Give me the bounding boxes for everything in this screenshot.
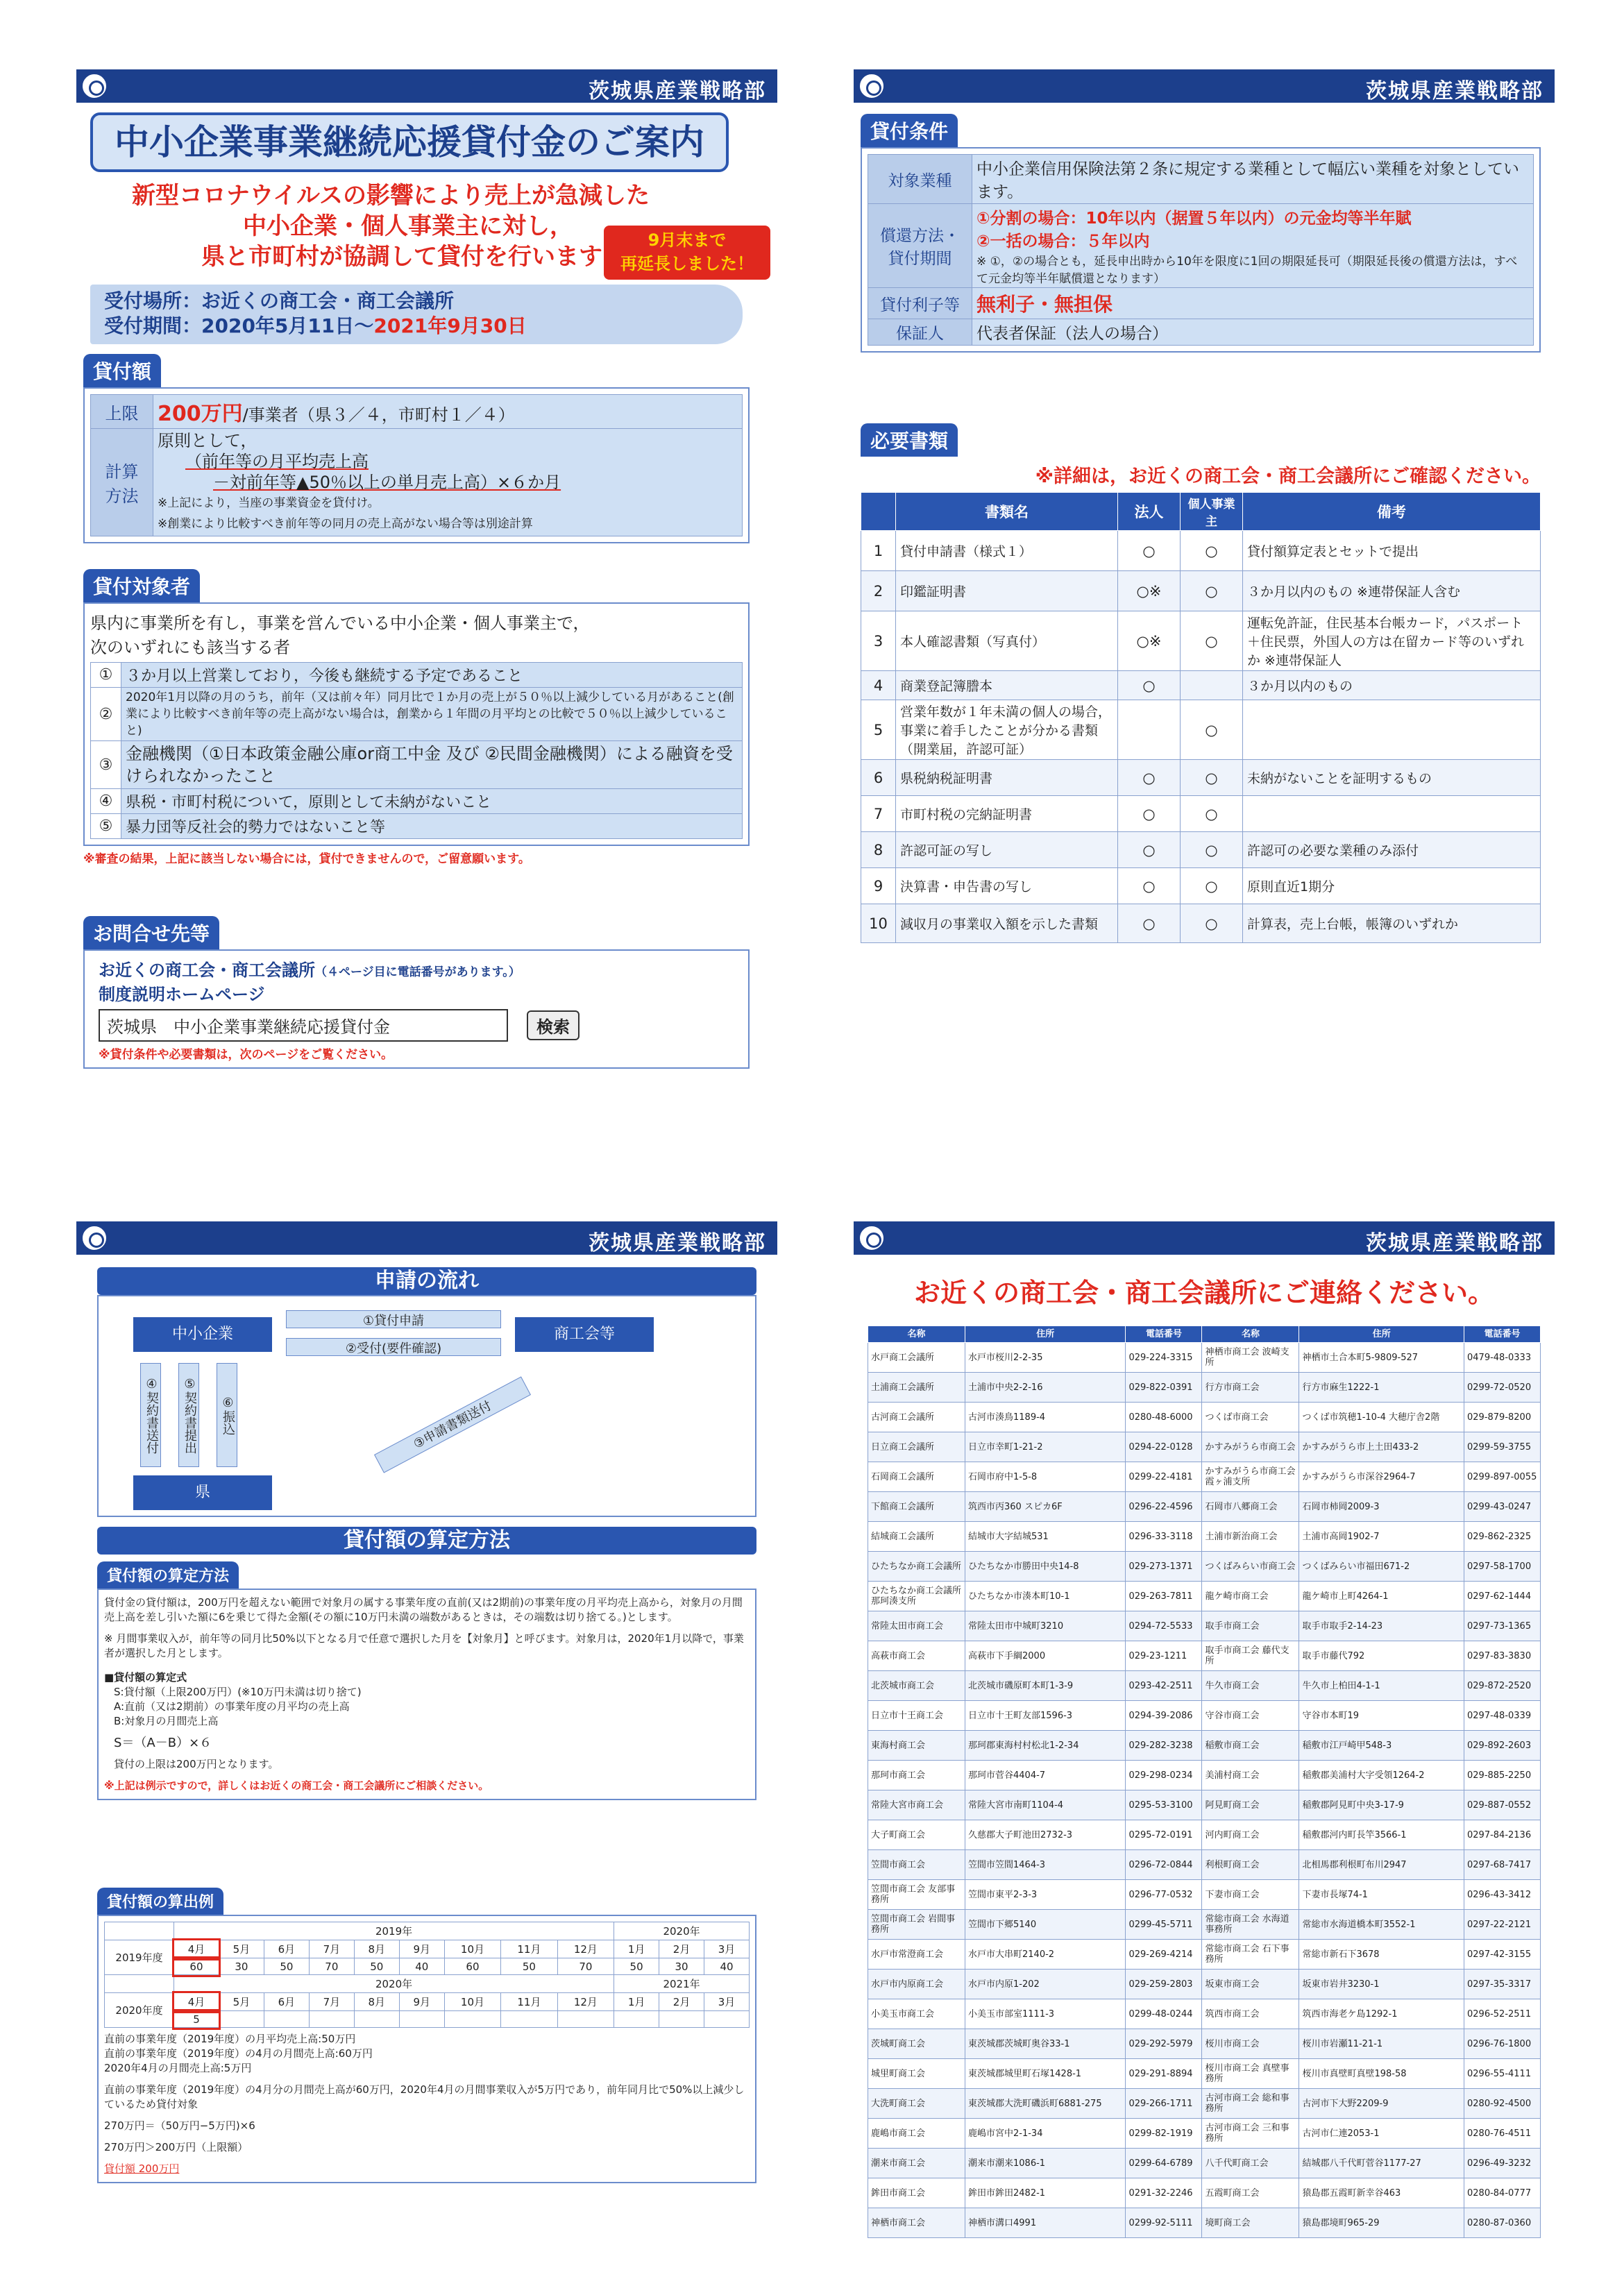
dept-name: 茨城県産業戦略部 (1366, 79, 1543, 103)
dept-name: 茨城県産業戦略部 (589, 79, 766, 103)
flow-step-6: ⑥振込 (217, 1363, 237, 1467)
documents-note: ※詳細は，お近くの商工会・商工会議所にご確認ください。 (1035, 466, 1541, 487)
documents-table: 書類名 法人 個人事業主 備考 1 貸付申請書（様式１） ○ ○ 貸付額算定表とセットで提出 2 印鑑証明書 ○※ ○ ３か月以内のもの ※連帯保証人含む 3 本人確認書類（写真付） ○※ ○ 運転免許証，住民基本台帳カード，パスポート＋住民票，外国人の方は在留カード等のいずれか ※連帯保証人 4 商業登記簿謄本 ○ ３か月以内のもの 5 営業年数が１年未満の個人の場合，事業に着手したことが分かる書類（開業届，許認可証） ○ 6 県税納税証明書 ○ ○ 未納がないことを証明するもの 7 市町村税の完納証明書 ○ ○ 8 許認可証の写し ○ ○ 許認可の必要な業種のみ添付 9 決算書・申告書の写し ○ ○ 原則直近1期分 10 減収月の事業収入額を示した書類 ○ ○ 計算表，売上台帳，帳簿のいずれか (861, 492, 1541, 943)
table-row: 鉾田市商工会 鉾田市鉾田2482-1 0291-32-2246 五霞町商工会 猿島郡五霞町新幸谷463 0280-84-0777 (868, 2178, 1541, 2208)
target-section-tab: 貸付対象者 (83, 569, 200, 602)
table-row: 石岡商工会議所 石岡市府中1-5-8 0299-22-4181 かすみがうら市商工会 霞ヶ浦支所 かすみがうら市深谷2964-7 0299-897-0055 (868, 1462, 1541, 1492)
flow-step-2: ②受付(要件確認) (286, 1338, 501, 1356)
table-row: 笠間市商工会 笠間市笠間1464-3 0296-72-0844 利根町商工会 北相馬郡利根町布川2947 0297-68-7417 (868, 1850, 1541, 1880)
flow-sme: 中小企業 (133, 1317, 272, 1352)
page-2 (854, 69, 1555, 1083)
amount-section: 貸付額 上限 200万円/事業者（県３／４，市町村１／４） 計算 方法 原則として， （前年等の月平均売上高 －対前年等▲50％以上の単月売上高）×６か月 ※上記により，当座の事業資金を貸付け。 ※創業により比較すべき前年等の同月の売上高がない場合等は別途計算 (83, 354, 750, 543)
list-item: ④ 県税・市町村税について，原則として未納がないこと (91, 789, 743, 814)
list-item: ② 2020年1月以降の月のうち，前年（又は前々年）同月比で１か月の売上が５０％以上減少している月があること(創業により比較すべき前年等の売上高がない場合は，創業から１年間の月平均との比較で５０％以上減少していること) (91, 688, 743, 741)
flow-step-1: ①貸付申請 (286, 1310, 501, 1328)
limit-label: 上限 (91, 395, 153, 429)
review-note: ※審査の結果，上記に該当しない場合には，貸付できませんので，ご留意願います。 (83, 852, 530, 866)
table-row: 常陸太田市商工会 常陸太田市中城町3210 0294-72-5533 取手市商工会 取手市取手2-14-23 0297-73-1365 (868, 1611, 1541, 1641)
table-row: 鹿嶋市商工会 鹿嶋市宮中2-1-34 0299-82-1919 古河市商工会 三和事務所 古河市仁連2053-1 0280-76-4511 (868, 2119, 1541, 2149)
page-1-title: 中小企業事業継続応援貸付金のご案内 (90, 112, 729, 172)
reception-info: 受付場所：お近くの商工会・商工会議所 受付期間：2020年5月11日～2021年9月30日 (90, 285, 743, 344)
table-row: 大洗町商工会 東茨城郡大洗町磯浜町6881-275 029-266-1711 古河市商工会 総和事務所 古河市下大野2209-9 0280-92-4500 (868, 2089, 1541, 2119)
list-item: ⑤ 暴力団等反社会的勢力ではないこと等 (91, 814, 743, 839)
table-row: 水戸商工会議所 水戸市桜川2-2-35 029-224-3315 神栖市商工会 波崎支所 神栖市土合本町5-9809-527 0479-48-0333 (868, 1343, 1541, 1373)
page-1-header (76, 69, 777, 103)
example-table: 2019年 2020年 2019年度 4月 5月 6月 7月 8月 9月 10月 11月 12月 1月 2月 3月 60 30 50 70 50 40 60 50 70 50 30 40 2020年 2021年 2020年度 4月 5月 6月 7月 8月 9月 10月 11月 12月 1月 2月 3月 5 (104, 1922, 750, 2028)
table-row: 水戸市内原商工会 水戸市内原1-202 029-259-2803 坂東市商工会 坂東市岩井3230-1 0297-35-3317 (868, 1970, 1541, 1999)
conditions-section-tab: 貸付条件 (861, 114, 958, 147)
dept-name: 茨城県産業戦略部 (589, 1231, 766, 1255)
page-1 (76, 69, 777, 1083)
search-button[interactable]: 検索 (527, 1010, 580, 1040)
table-row: 4 商業登記簿謄本 ○ ３か月以内のもの (861, 671, 1541, 700)
flow-diagram (97, 1295, 756, 1517)
contact-note: ※貸付条件や必要書類は，次のページをご覧ください。 (99, 1048, 394, 1062)
table-row: 北茨城市商工会 北茨城市磯原町本町1-3-9 0293-42-2511 牛久市商工会 牛久市上柏田4-1-1 029-872-2520 (868, 1671, 1541, 1701)
table-row: 城里町商工会 東茨城郡城里町石塚1428-1 029-291-8894 桜川市商工会 真壁事務所 桜川市真壁町真壁198-58 0296-55-4111 (868, 2059, 1541, 2089)
emblem-icon (858, 1224, 886, 1252)
search-input[interactable]: 茨城県 中小企業事業継続応援貸付金 (99, 1009, 508, 1042)
table-row: 7 市町村税の完納証明書 ○ ○ (861, 796, 1541, 832)
table-row: 結城商工会議所 結城市大字結城531 0296-33-3118 土浦市新治商工会 土浦市高岡1902-7 029-862-2325 (868, 1522, 1541, 1552)
contacts-table: 名称 住所 電話番号 名称 住所 電話番号 水戸商工会議所 水戸市桜川2-2-35 029-224-3315 神栖市商工会 波崎支所 神栖市土合本町5-9809-527 0479-48-0333 土浦商工会議所 土浦市中央2-2-16 029-822-0391 行方市商工会 行方市麻生1222-1 0299-72-0520 古河商工会議所 古河市湊鳥1189-4 0280-48-6000 つくば市商工会 つくば市筑穂1-10-4 大穂庁舎2階 029-879-8200 日立商工会議所 日立市幸町1-21-2 0294-22-0128 かすみがうら市商工会 かすみがうら市上土田433-2 0299-59-3755 石岡商工会議所 石岡市府中1-5-8 0299-22-4181 かすみがうら市商工会 霞ヶ浦支所 かすみがうら市深谷2964-7 0299-897-0055 下館商工会議所 筑西市丙360 スピカ6F 0296-22-4596 石岡市八郷商工会 石岡市柿岡2009-3 0299-43-0247 結城商工会議所 結城市大字結城531 0296-33-3118 土浦市新治商工会 土浦市高岡1902-7 029-862-2325 ひたちなか商工会議所 ひたちなか市勝田中央14-8 029-273-1371 つくばみらい市商工会 つくばみらい市福田671-2 0297-58-1700 ひたちなか商工会議所 那珂湊支所 ひたちなか市湊本町10-1 029-263-7811 龍ケ崎市商工会 龍ケ崎市上町4264-1 0297-62-1444 常陸太田市商工会 常陸太田市中城町3210 0294-72-5533 取手市商工会 取手市取手2-14-23 0297-73-1365 高萩市商工会 高萩市下手綱2000 029-23-1211 取手市商工会 藤代支所 取手市藤代792 0297-83-3830 北茨城市商工会 北茨城市磯原町本町1-3-9 0293-42-2511 牛久市商工会 牛久市上柏田4-1-1 029-872-2520 日立市十王商工会 日立市十王町友部1596-3 0294-39-2086 守谷市商工会 守谷市本町19 0297-48-0339 東海村商工会 那珂郡東海村村松北1-2-34 029-282-3238 稲敷市商工会 稲敷市江戸崎甲548-3 029-892-2603 那珂市商工会 那珂市菅谷4404-7 029-298-0234 美浦村商工会 稲敷郡美浦村大字受領1264-2 029-885-2250 常陸大宮市商工会 常陸大宮市南町1104-4 0295-53-3100 阿見町商工会 稲敷郡阿見町中央3-17-9 029-887-0552 大子町商工会 久慈郡大子町池田2732-3 0295-72-0191 河内町商工会 稲敷郡河内町長竿3566-1 0297-84-2136 笠間市商工会 笠間市笠間1464-3 0296-72-0844 利根町商工会 北相馬郡利根町布川2947 0297-68-7417 笠間市商工会 友部事務所 笠間市東平2-3-3 0296-77-0532 下妻市商工会 下妻市長塚74-1 0296-43-3412 笠間市商工会 岩間事務所 笠間市下郷5140 0299-45-5711 常総市商工会 水海道事務所 常総市水海道橋本町3552-1 0297-22-2121 水戸市常澄商工会 水戸市大串町2140-2 029-269-4214 常総市商工会 石下事務所 常総市新石下3678 0297-42-3155 水戸市内原商工会 水戸市内原1-202 029-259-2803 坂東市商工会 坂東市岩井3230-1 0297-35-3317 小美玉市商工会 小美玉市部室1111-3 0299-48-0244 筑西市商工会 筑西市海老ケ島1292-1 0296-52-2511 茨城町商工会 東茨城郡茨城町奥谷33-1 029-292-5979 桜川市商工会 桜川市岩瀬11-21-1 0296-76-1800 城里町商工会 東茨城郡城里町石塚1428-1 029-291-8894 桜川市商工会 真壁事務所 桜川市真壁町真壁198-58 0296-55-4111 大洗町商工会 東茨城郡大洗町磯浜町6881-275 029-266-1711 古河市商工会 総和事務所 古河市下大野2209-9 0280-92-4500 鹿嶋市商工会 鹿嶋市宮中2-1-34 0299-82-1919 古河市商工会 三和事務所 古河市仁連2053-1 0280-76-4511 潮来市商工会 潮来市潮来1086-1 0299-64-6789 八千代町商工会 結城郡八千代町菅谷1177-27 0296-49-3232 鉾田市商工会 鉾田市鉾田2482-1 0291-32-2246 五霞町商工会 猿島郡五霞町新幸谷463 0280-84-0777 神栖市商工会 神栖市溝口4991 0299-92-5111 境町商工会 猿島郡境町965-29 0280-87-0360 (868, 1326, 1541, 2238)
flow-chamber: 商工会等 (515, 1317, 654, 1352)
conditions-table: 対象業種 中小企業信用保険法第２条に規定する業種として幅広い業種を対象としています。 償還方法・貸付期間 ①分割の場合：10年以内（据置５年以内）の元金均等半年賦 ②一括の場合：５年以内 ※ ①，②の場合とも，延長申出時から10年を限度に1回の期限延長可（期限延長後の償還方法は，すべて元金均等半年賦償還となります） 貸付利子等 無利子・無担保 保証人 代表者保証（法人の場合） (868, 154, 1534, 346)
lead-text: 新型コロナウイルスの影響により売上が急減した 中小企業・個人事業主に対し， 県と市町村が協調して貸付を行います (132, 182, 650, 271)
flow-pref: 県 (133, 1475, 272, 1510)
table-row: 笠間市商工会 友部事務所 笠間市東平2-3-3 0296-77-0532 下妻市商工会 下妻市長塚74-1 0296-43-3412 (868, 1880, 1541, 1910)
table-row: 神栖市商工会 神栖市溝口4991 0299-92-5111 境町商工会 猿島郡境町965-29 0280-87-0360 (868, 2208, 1541, 2238)
table-row: 那珂市商工会 那珂市菅谷4404-7 029-298-0234 美浦村商工会 稲敷郡美浦村大字受領1264-2 029-885-2250 (868, 1761, 1541, 1790)
extension-badge: 9月末まで 再延長しました！ (604, 226, 770, 280)
page-3-header (76, 1221, 777, 1255)
table-row: 8 許認可証の写し ○ ○ 許認可の必要な業種のみ添付 (861, 832, 1541, 868)
table-row: 小美玉市商工会 小美玉市部室1111-3 0299-48-0244 筑西市商工会 筑西市海老ケ島1292-1 0296-52-2511 (868, 1999, 1541, 2029)
table-row: 1 貸付申請書（様式１） ○ ○ 貸付額算定表とセットで提出 (861, 531, 1541, 571)
flow-step-5: ⑤契約書提出 (178, 1363, 199, 1467)
list-item: ① ３か月以上営業しており，今後も継続する予定であること (91, 663, 743, 688)
table-row: 茨城町商工会 東茨城郡茨城町奥谷33-1 029-292-5979 桜川市商工会 桜川市岩瀬11-21-1 0296-76-1800 (868, 2029, 1541, 2059)
contact-section-tab: お問合せ先等 (83, 916, 219, 949)
table-row: 9 決算書・申告書の写し ○ ○ 原則直近1期分 (861, 868, 1541, 904)
documents-section-tab: 必要書類 (861, 423, 958, 457)
page-4-header (854, 1221, 1555, 1255)
table-row: 大子町商工会 久慈郡大子町池田2732-3 0295-72-0191 河内町商工会 稲敷郡河内町長竿3566-1 0297-84-2136 (868, 1820, 1541, 1850)
emblem-icon (81, 72, 108, 100)
table-row: 5 営業年数が１年未満の個人の場合，事業に着手したことが分かる書類（開業届，許認可証） ○ (861, 700, 1541, 760)
dept-name: 茨城県産業戦略部 (1366, 1231, 1543, 1255)
limit-amount: 200万円 (158, 402, 243, 426)
table-row: 下館商工会議所 筑西市丙360 スピカ6F 0296-22-4596 石岡市八郷商工会 石岡市柿岡2009-3 0299-43-0247 (868, 1492, 1541, 1522)
emblem-icon (858, 72, 886, 100)
emblem-icon (81, 1224, 108, 1252)
table-row: 土浦商工会議所 土浦市中央2-2-16 029-822-0391 行方市商工会 行方市麻生1222-1 0299-72-0520 (868, 1373, 1541, 1403)
list-item: ③ 金融機関（①日本政策金融公庫or商工中金 及び ②民間金融機関）による融資を受けられなかったこと (91, 741, 743, 789)
table-row: 笠間市商工会 岩間事務所 笠間市下郷5140 0299-45-5711 常総市商工会 水海道事務所 常総市水海道橋本町3552-1 0297-22-2121 (868, 1910, 1541, 1940)
page-3 (76, 1221, 777, 2290)
page-2-header (854, 69, 1555, 103)
table-row: 日立商工会議所 日立市幸町1-21-2 0294-22-0128 かすみがうら市商工会 かすみがうら市上土田433-2 0299-59-3755 (868, 1432, 1541, 1462)
table-row: 日立市十王商工会 日立市十王町友部1596-3 0294-39-2086 守谷市商工会 守谷市本町19 0297-48-0339 (868, 1701, 1541, 1731)
flow-title: 申請の流れ (97, 1267, 756, 1295)
flow-step-3: ③申請書類送付 (374, 1376, 531, 1473)
flow-step-4: ④契約書送付 (140, 1363, 161, 1467)
table-row: 2 印鑑証明書 ○※ ○ ３か月以内のもの ※連帯保証人含む (861, 571, 1541, 611)
table-row: ひたちなか商工会議所 ひたちなか市勝田中央14-8 029-273-1371 つくばみらい市商工会 つくばみらい市福田671-2 0297-58-1700 (868, 1552, 1541, 1582)
table-row: 水戸市常澄商工会 水戸市大串町2140-2 029-269-4214 常総市商工会 石下事務所 常総市新石下3678 0297-42-3155 (868, 1940, 1541, 1970)
page-4-title: お近くの商工会・商工会議所にご連絡ください。 (913, 1278, 1494, 1308)
calc-title: 貸付額の算定方法 (97, 1527, 756, 1555)
table-row: 10 減収月の事業収入額を示した書類 ○ ○ 計算表，売上台帳，帳簿のいずれか (861, 904, 1541, 943)
target-list (90, 662, 743, 839)
table-row: 6 県税納税証明書 ○ ○ 未納がないことを証明するもの (861, 760, 1541, 796)
conditions-section (861, 114, 1541, 353)
amount-section-tab: 貸付額 (83, 354, 161, 387)
table-row: 3 本人確認書類（写真付） ○※ ○ 運転免許証，住民基本台帳カード，パスポート＋住民票，外国人の方は在留カード等のいずれか ※連帯保証人 (861, 611, 1541, 671)
table-row: 潮来市商工会 潮来市潮来1086-1 0299-64-6789 八千代町商工会 結城郡八千代町菅谷1177-27 0296-49-3232 (868, 2149, 1541, 2178)
table-row: 高萩市商工会 高萩市下手綱2000 029-23-1211 取手市商工会 藤代支所 取手市藤代792 0297-83-3830 (868, 1641, 1541, 1671)
documents-section (861, 423, 1541, 943)
table-row: ひたちなか商工会議所 那珂湊支所 ひたちなか市湊本町10-1 029-263-7811 龍ケ崎市商工会 龍ケ崎市上町4264-1 0297-62-1444 (868, 1582, 1541, 1611)
table-row: 東海村商工会 那珂郡東海村村松北1-2-34 029-282-3238 稲敷市商工会 稲敷市江戸崎甲548-3 029-892-2603 (868, 1731, 1541, 1761)
page-4 (854, 1221, 1555, 2290)
table-row: 常陸大宮市商工会 常陸大宮市南町1104-4 0295-53-3100 阿見町商工会 稲敷郡阿見町中央3-17-9 029-887-0552 (868, 1790, 1541, 1820)
target-section: 貸付対象者 県内に事業所を有し，事業を営んでいる中小企業・個人事業主で， 次のいずれにも該当する者 ① ３か月以上営業しており，今後も継続する予定であること ② 2020年1月以降の月のうち，前年（又は前々年）同月比で１か月の売上が５０％以上減少している月があること(創業により比較すべき前年等の売上高がない場合は，創業から１年間の月平均との比較で５０％以上減少していること) ③ 金融機関（①日本政策金融公庫or商工中金 及び ②民間金融機関）による融資を受けられなかったこと ④ 県税・市町村税について，原則として未納がないこと ⑤ 暴力団等反社会的勢力ではないこと等 ※審査の結果，上記に該当しない場合には，貸付できませんので，ご留意願います。 (83, 569, 750, 866)
table-row: 古河商工会議所 古河市湊鳥1189-4 0280-48-6000 つくば市商工会 つくば市筑穂1-10-4 大穂庁舎2階 029-879-8200 (868, 1403, 1541, 1432)
contact-section: お問合せ先等 お近くの商工会・商工会議所（４ページ目に電話番号があります。） 制度説明ホームページ 茨城県 中小企業事業継続応援貸付金 検索 ※貸付条件や必要書類は，次のページをご覧ください。 (83, 916, 750, 1069)
example-section: 貸付額の算出例 2019年 2020年 2019年度 4月 5月 6月 7月 8月 9月 10月 11月 12月 1月 2月 3月 60 30 50 70 50 40 60 50 70 50 30 40 2020年 2021年 2020年度 4月 5月 6月 7月 8月 9月 10月 11月 12月 1月 2月 3月 5 直前の事業年度（2019年度）の月平均売上高:50万円 直前の事業年度（2019年度）の4月の月間売上高:60万円 2020年4月の月間売上高:5万円 直前の事業年度（2019年度）の4月分の月間売上高が60万円，2020年4月の月間事業収入が5万円であり，前年同月比で50%以上減少しているため貸付対象 270万円＝（50万円−5万円)×6 270万円＞200万円（上限額） 貸付額 200万円 (97, 1888, 756, 2183)
calc-section: 貸付額の算定方法 貸付金の貸付額は，200万円を超えない範囲で対象月の属する事業年度の直前(又は2期前)の事業年度の月平均売上高から，対象月の月間売上高を差し引いた額に6を乗じて得た金額(その額に10万円未満の端数があるときは，その端数は切り捨てる。)とします。 ※ 月間事業収入が，前年等の同月比50%以下となる月で任意で選択した月を【対象月】と呼びます。対象月は，2020年1月以降で，事業者が選択した月とします。 ■貸付額の算定式 S:貸付額（上限200万円）(※10万円未満は切り捨て) A:直前（又は2期前）の事業年度の月平均の売上高 B:対象月の月間売上高 S＝（A－B）×６ 貸付の上限は200万円となります。 ※上記は例示ですので，詳しくはお近くの商工会・商工会議所にご相談ください。 (97, 1561, 756, 1800)
